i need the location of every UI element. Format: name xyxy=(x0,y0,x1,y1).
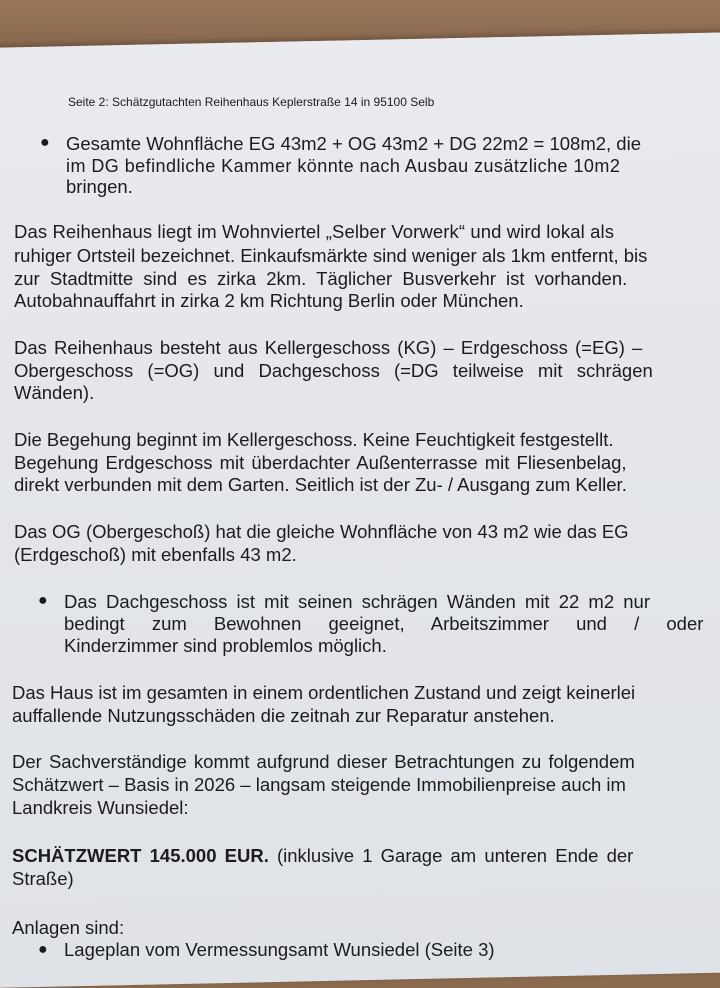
bullet-marker: ● xyxy=(38,941,48,958)
para1-line1: Das Reihenhaus liegt im Wohnviertel „Selber Vorwerk“ und wird lokal als xyxy=(14,221,615,242)
para2-line2: Obergeschoss (=OG) und Dachgeschoss (=DG teilweise mit schrägen xyxy=(14,360,653,381)
bullet1-line1-text: Gesamte Wohnfläche EG 43m2 + OG 43m2 + DG 22m2 = 108m2, die xyxy=(66,133,641,154)
para4-line1: Das OG (Obergeschoß) hat die gleiche Wohnfläche von 43 m2 wie das EG xyxy=(14,521,629,542)
bullet2-line1: Das Dachgeschoss ist mit seinen schrägen Wänden mit 22 m2 nur xyxy=(64,591,651,612)
para2-line1: Das Reihenhaus besteht aus Kellergeschoss (KG) – Erdgeschoss (=EG) – xyxy=(14,337,643,358)
bullet1-line2: im DG befindliche Kammer könnte nach Ausbau zusätzliche 10m2 xyxy=(66,156,621,176)
bullet2-line3: Kinderzimmer sind problemlos möglich. xyxy=(64,635,387,656)
para5-line2: auffallende Nutzungsschäden die zeitnah zur Reparatur anstehen. xyxy=(12,705,555,726)
para2-line3: Wänden). xyxy=(14,382,95,403)
para3-line2: Begehung Erdgeschoss mit überdachter Außenterrasse mit Fliesenbelag, xyxy=(14,452,627,473)
attachments-heading: Anlagen sind: xyxy=(12,917,125,938)
para3-line3: direkt verbunden mit dem Garten. Seitlich ist der Zu- / Ausgang zum Keller. xyxy=(14,474,627,495)
attachment-item-1: Lageplan vom Vermessungsamt Wunsiedel (Seite 3) xyxy=(64,939,495,960)
valuation-amount: SCHÄTZWERT 145.000 EUR. xyxy=(12,845,269,866)
bullet-marker: ● xyxy=(38,592,48,609)
valuation-line2: Straße) xyxy=(12,868,74,889)
bullet1-line3: bringen. xyxy=(66,176,133,197)
para1-line3: zur Stadtmitte sind es zirka 2km. Täglicher Busverkehr ist vorhanden. xyxy=(14,268,628,289)
para5-line1: Das Haus ist im gesamten in einem ordentlichen Zustand und zeigt keinerlei xyxy=(12,682,636,703)
bullet-marker: ● xyxy=(40,134,50,151)
valuation-note: (inklusive 1 Garage am unteren Ende der xyxy=(268,845,634,866)
bullet1-line1 xyxy=(66,134,696,154)
para3-line1: Die Begehung beginnt im Kellergeschoss. Keine Feuchtigkeit festgestellt. xyxy=(14,429,614,450)
bullet2-line2: bedingt zum Bewohnen geeignet, Arbeitszimmer und / oder xyxy=(64,613,704,634)
para1-line4: Autobahnauffahrt in zirka 2 km Richtung Berlin oder München. xyxy=(14,290,524,311)
para6-line1: Der Sachverständige kommt aufgrund dieser Betrachtungen zu folgendem xyxy=(12,751,635,772)
valuation-line1 xyxy=(12,846,633,866)
page-header: Seite 2: Schätzgutachten Reihenhaus Keplerstraße 14 in 95100 Selb xyxy=(68,95,435,109)
para4-line2: (Erdgeschoß) mit ebenfalls 43 m2. xyxy=(14,544,297,565)
para6-line2: Schätzwert – Basis in 2026 – langsam steigende Immobilienpreise auch im xyxy=(12,774,626,795)
para6-line3: Landkreis Wunsiedel: xyxy=(12,797,189,818)
para1-line2: ruhiger Ortsteil bezeichnet. Einkaufsmärkte sind weniger als 1km entfernt, bis xyxy=(14,245,648,266)
